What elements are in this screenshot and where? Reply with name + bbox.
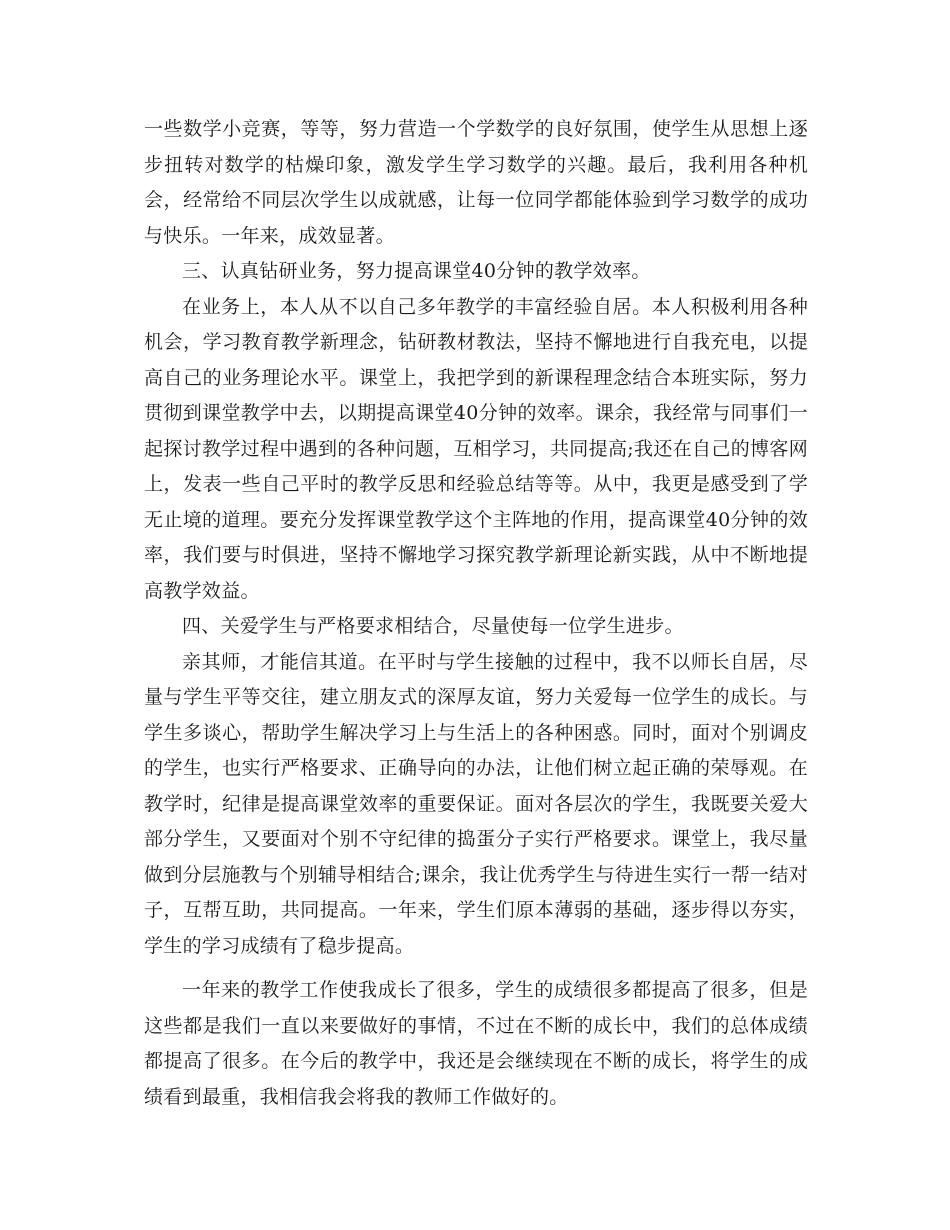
section-heading-four: 四、关爱学生与严格要求相结合，尽量使每一位学生进步。 — [182, 615, 684, 637]
paragraph-student-care: 亲其师，才能信其道。在平时与学生接触的过程中，我不以师长自居，尽量与学生平等交往，建立朋友式的深厚友谊，努力关爱每一位学生的成长。与学生多谈心，帮助学生解决学习上与生活上的各种困惑。同时，面对个别调皮的学生，也实行严格要求、正确导向的办法，让他们树立起正确的荣辱观。在教学时，纪律是提高课堂效率的重要保证。面对各层次的学生，我既要关爱大部分学生，又要面对个别不守纪律的捣蛋分子实行严格要求。课堂上，我尽量做到分层施教与个别辅导相结合;课余，我让优秀学生与待进生实行一帮一结对子，互帮互助，共同提高。一年来，学生们原本薄弱的基础，逐步得以夯实，学生的学习成绩有了稳步提高。 — [144, 650, 808, 957]
document-body — [144, 112, 808, 1115]
paragraph-continuation: 一些数学小竞赛，等等，努力营造一个学数学的良好氛围，使学生从思想上逐步扭转对数学的枯燥印象，激发学生学习数学的兴趣。最后，我利用各种机会，经常给不同层次学生以成就感，让每一位同学都能体验到学习数学的成功与快乐。一年来，成效显著。 — [144, 118, 808, 247]
paragraph-conclusion: 一年来的教学工作使我成长了很多，学生的成绩很多都提高了很多，但是这些都是我们一直以来要做好的事情，不过在不断的成长中，我们的总体成绩都提高了很多。在今后的教学中，我还是会继续现在不断的成长，将学生的成绩看到最重，我相信我会将我的教师工作做好的。 — [144, 979, 808, 1108]
section-heading-three: 三、认真钻研业务，努力提高课堂40分钟的教学效率。 — [182, 260, 651, 282]
paragraph-professional-study: 在业务上，本人从不以自己多年教学的丰富经验自居。本人积极利用各种机会，学习教育教学新理念，钻研教材教法，坚持不懈地进行自我充电，以提高自己的业务理论水平。课堂上，我把学到的新课程理念结合本班实际，努力贯彻到课堂教学中去，以期提高课堂40分钟的效率。课余，我经常与同事们一起探讨教学过程中遇到的各种问题，互相学习，共同提高;我还在自己的博客网上，发表一些自己平时的教学反思和经验总结等等。从中，我更是感受到了学无止境的道理。要充分发挥课堂教学这个主阵地的作用，提高课堂40分钟的效率，我们要与时俱进，坚持不懈地学习探究教学新理论新实践，从中不断地提高教学效益。 — [144, 295, 808, 602]
